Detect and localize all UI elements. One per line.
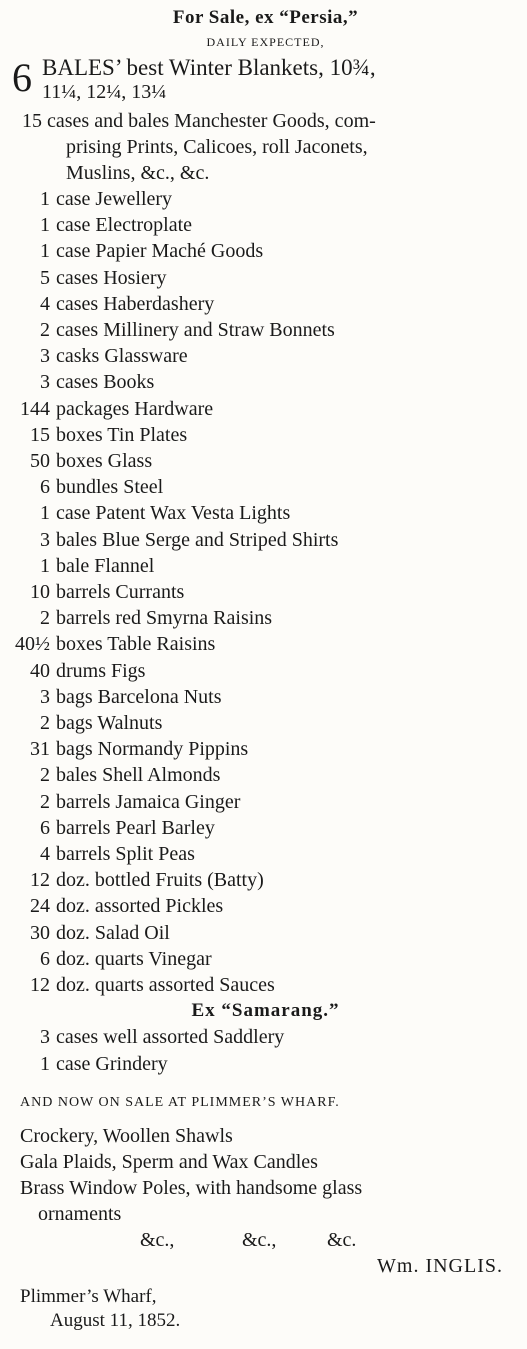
item-qty: 3 <box>40 685 50 708</box>
item-qty: 10 <box>30 581 50 604</box>
list-item <box>12 553 519 579</box>
list-item <box>12 422 519 448</box>
samarang-heading: Ex “Samarang.” <box>191 1000 340 1022</box>
item-qty: 15 <box>30 423 50 446</box>
list-item <box>12 212 519 238</box>
item-qty: 6 <box>40 816 50 839</box>
etc-3: &c. <box>327 1228 357 1251</box>
list-item <box>12 527 519 553</box>
item-qty: 2 <box>40 712 50 735</box>
signature-row <box>12 1253 519 1279</box>
item-qty: 1 <box>40 1052 50 1075</box>
sale-line: ornaments <box>38 1202 122 1225</box>
etc-2: &c., <box>242 1228 277 1251</box>
multi-text-1: cases and bales Manchester Goods, com- <box>47 110 376 132</box>
list-item <box>12 710 519 736</box>
item-qty: 4 <box>40 843 50 866</box>
item-qty: 1 <box>40 502 50 525</box>
list-item <box>12 893 519 919</box>
item-desc: bales Blue Serge and Striped Shirts <box>56 528 339 551</box>
item-desc: casks Glassware <box>56 345 188 368</box>
item-desc: barrels Jamaica Ginger <box>56 790 241 813</box>
opening-item <box>12 56 519 104</box>
item-desc: bags Walnuts <box>56 712 163 735</box>
sale-line: Gala Plaids, Sperm and Wax Candles <box>20 1150 318 1173</box>
item-qty: 30 <box>30 921 50 944</box>
multi-line-2: prising Prints, Calicoes, roll Jaconets, <box>66 136 368 158</box>
item-qty: 5 <box>40 266 50 289</box>
item-desc: packages Hardware <box>56 397 214 420</box>
manchester-goods-item <box>12 108 519 186</box>
item-qty: 6 <box>40 947 50 970</box>
list-item <box>12 789 519 815</box>
list-item <box>12 841 519 867</box>
ad-subtitle: DAILY EXPECTED, <box>206 35 325 49</box>
item-qty: 6 <box>40 476 50 499</box>
list-item <box>12 317 519 343</box>
list-item <box>12 920 519 946</box>
item-desc: cases Hosiery <box>56 266 167 289</box>
item-qty: 1 <box>40 188 50 210</box>
item-qty: 3 <box>40 371 50 394</box>
item-desc: bags Barcelona Nuts <box>56 685 222 708</box>
list-item <box>12 972 519 998</box>
item-desc: case Patent Wax Vesta Lights <box>56 502 291 525</box>
item-desc: cases well assorted Saddlery <box>56 1026 285 1049</box>
item-desc: case Jewellery <box>56 188 173 210</box>
list-item <box>12 1051 519 1077</box>
item-qty: 40½ <box>15 633 50 656</box>
multi-qty: 15 <box>22 110 42 132</box>
item-qty: 1 <box>40 214 50 237</box>
etc-1: &c., <box>140 1228 175 1251</box>
sale-line: Crockery, Woollen Shawls <box>20 1124 233 1147</box>
item-qty: 12 <box>30 974 50 997</box>
list-item <box>12 631 519 657</box>
item-desc: boxes Glass <box>56 450 153 473</box>
signature: Wm. INGLIS. <box>377 1254 503 1277</box>
list-item <box>12 658 519 684</box>
opening-line-2: 11¼, 12¼, 13¼ <box>42 81 167 103</box>
opening-line-1: BALES’ best Winter Blankets, 10¾, <box>42 55 376 80</box>
item-desc: bales Shell Almonds <box>56 764 221 787</box>
item-qty: 31 <box>30 738 50 761</box>
item-qty: 4 <box>40 292 50 315</box>
item-qty: 2 <box>40 790 50 813</box>
drop-cap: 6 <box>12 55 32 100</box>
item-desc: barrels Currants <box>56 581 185 604</box>
item-desc: case Grindery <box>56 1052 168 1075</box>
list-item <box>12 946 519 972</box>
sale-heading: AND NOW ON SALE AT PLIMMER’S WHARF. <box>20 1094 340 1110</box>
item-qty: 1 <box>40 554 50 577</box>
list-item <box>12 186 519 212</box>
item-desc: drums Figs <box>56 659 146 682</box>
item-desc: bags Normandy Pippins <box>56 738 249 761</box>
item-desc: barrels Pearl Barley <box>56 816 215 839</box>
item-desc: barrels Split Peas <box>56 843 195 866</box>
item-qty: 2 <box>40 607 50 630</box>
item-qty: 2 <box>40 764 50 787</box>
item-desc: case Papier Maché Goods <box>56 240 264 263</box>
footer-date: August 11, 1852. <box>50 1309 181 1331</box>
item-qty: 12 <box>30 869 50 892</box>
item-qty: 3 <box>40 528 50 551</box>
item-desc: doz. assorted Pickles <box>56 895 224 918</box>
etcetera-row <box>12 1227 519 1253</box>
item-desc: doz. quarts assorted Sauces <box>56 974 275 997</box>
list-item <box>12 474 519 500</box>
list-item <box>12 500 519 526</box>
item-qty: 24 <box>30 895 50 918</box>
item-desc: boxes Tin Plates <box>56 423 188 446</box>
item-desc: bale Flannel <box>56 554 155 577</box>
item-desc: boxes Table Raisins <box>56 633 216 656</box>
sale-line: Brass Window Poles, with handsome glass <box>20 1176 363 1199</box>
list-item <box>12 815 519 841</box>
item-qty: 40 <box>30 659 50 682</box>
list-item <box>12 369 519 395</box>
item-desc: bundles Steel <box>56 476 164 499</box>
item-desc: cases Haberdashery <box>56 292 215 315</box>
ad-title: For Sale, ex “Persia,” <box>172 7 359 28</box>
item-qty: 50 <box>30 450 50 473</box>
list-item <box>12 1024 519 1050</box>
list-item <box>12 684 519 710</box>
item-desc: cases Millinery and Straw Bonnets <box>56 319 335 342</box>
item-qty: 144 <box>20 397 50 420</box>
list-item <box>12 605 519 631</box>
list-item <box>12 291 519 317</box>
item-desc: doz. bottled Fruits (Batty) <box>56 869 264 892</box>
item-qty: 3 <box>40 1026 50 1049</box>
item-desc: doz. quarts Vinegar <box>56 947 212 970</box>
list-item <box>12 265 519 291</box>
list-item <box>12 867 519 893</box>
item-desc: doz. Salad Oil <box>56 921 170 944</box>
list-item <box>12 448 519 474</box>
item-desc: barrels red Smyrna Raisins <box>56 607 273 630</box>
footer-place: Plimmer’s Wharf, <box>20 1285 157 1307</box>
footer <box>12 1285 519 1333</box>
multi-line-3: Muslins, &c., &c. <box>66 162 210 184</box>
list-item <box>12 736 519 762</box>
sale-list <box>12 1123 519 1227</box>
list-item <box>12 579 519 605</box>
list-item <box>12 396 519 422</box>
list-item <box>12 343 519 369</box>
item-qty: 3 <box>40 345 50 368</box>
list-item <box>12 238 519 264</box>
multi-line-1 <box>12 108 519 134</box>
item-qty: 1 <box>40 240 50 263</box>
item-desc: case Electroplate <box>56 214 193 237</box>
item-qty: 2 <box>40 319 50 342</box>
item-desc: cases Books <box>56 371 155 394</box>
item-list <box>12 186 519 1077</box>
list-item <box>12 762 519 788</box>
